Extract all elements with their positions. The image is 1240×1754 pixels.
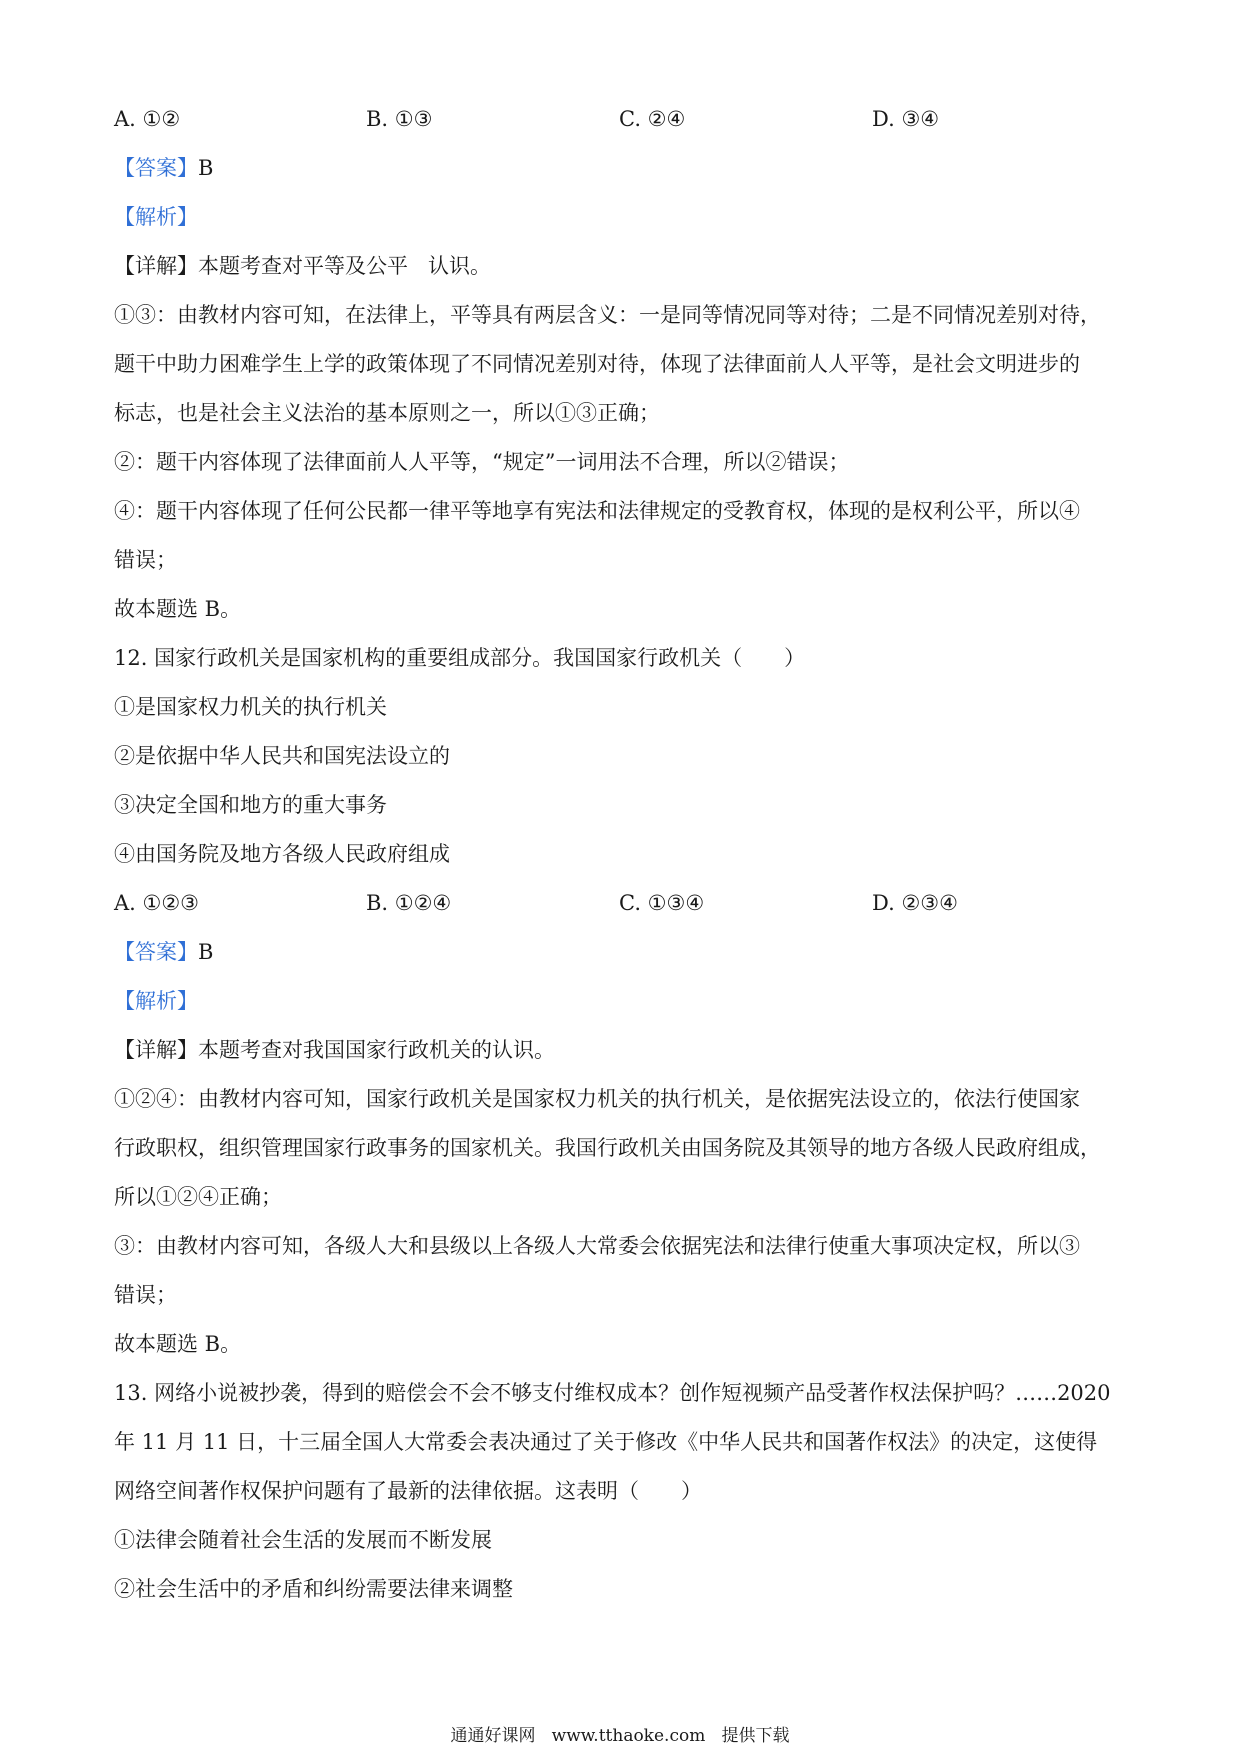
q12-options (114, 888, 1124, 918)
q12-analysis-heading (114, 986, 198, 1016)
q12-stem: 12. 国家行政机关是国家机构的重要组成部分。我国国家行政机关（ ） (114, 646, 806, 670)
page-footer: 通通好课网 www.tthaoke.com 提供下载 (450, 1726, 790, 1746)
q11-analysis-line: 标志，也是社会主义法治的基本原则之一，所以①③正确； (114, 401, 660, 425)
q11-analysis-heading (114, 202, 198, 232)
q13-item: ②社会生活中的矛盾和纠纷需要法律来调整 (114, 1577, 513, 1601)
q11-option-a: A. ①② (114, 107, 181, 131)
q12-analysis-tag: 【解析】 (114, 989, 198, 1013)
q12-analysis-line: 行政职权，组织管理国家行政事务的国家机关。我国行政机关由国务院及其领导的地方各级人民政府组成， (114, 1136, 1101, 1160)
q13-item: ①法律会随着社会生活的发展而不断发展 (114, 1528, 492, 1552)
q11-analysis-line: ①③：由教材内容可知，在法律上，平等具有两层含义：一是同等情况同等对待；二是不同情况差别对待， (114, 303, 1101, 327)
q11-detail (114, 251, 491, 281)
q12-answer-tag: 【答案】 (114, 940, 198, 964)
q12-option-a: A. ①②③ (114, 891, 199, 915)
q11-answer-tag: 【答案】 (114, 156, 198, 180)
q12-analysis-line: 所以①②④正确； (114, 1185, 282, 1209)
q12-item: ④由国务院及地方各级人民政府组成 (114, 842, 450, 866)
q11-analysis-line: ②：题干内容体现了法律面前人人平等，“规定”一词用法不合理，所以②错误； (114, 450, 850, 474)
q11-conclusion: 故本题选 B。 (114, 597, 242, 621)
q12-answer-value: B (198, 940, 214, 964)
q13-stem-line: 年 11 月 11 日，十三届全国人大常委会表决通过了关于修改《中华人民共和国著作权法》的决定，这使得 (114, 1430, 1098, 1454)
q12-detail (114, 1035, 555, 1065)
q11-option-c: C. ②④ (619, 107, 686, 131)
q12-conclusion: 故本题选 B。 (114, 1332, 242, 1356)
q12-analysis-line: ③：由教材内容可知，各级人大和县级以上各级人大常委会依据宪法和法律行使重大事项决定权，所以③ (114, 1234, 1080, 1258)
q11-analysis-line: ④：题干内容体现了任何公民都一律平等地享有宪法和法律规定的受教育权，体现的是权利公平，所以④ (114, 499, 1080, 523)
q11-analysis-line: 错误； (114, 548, 177, 572)
q13-stem-line: 网络空间著作权保护问题有了最新的法律依据。这表明（ ） (114, 1479, 702, 1503)
q12-detail-text: 本题考查对我国国家行政机关的认识。 (198, 1038, 555, 1062)
q12-item: ③决定全国和地方的重大事务 (114, 793, 387, 817)
q12-analysis-line: ①②④：由教材内容可知，国家行政机关是国家权力机关的执行机关，是依据宪法设立的，依法行使国家 (114, 1087, 1080, 1111)
q12-detail-tag: 【详解】 (114, 1038, 198, 1062)
q11-option-b: B. ①③ (366, 107, 433, 131)
q11-analysis-line: 题干中助力困难学生上学的政策体现了不同情况差别对待，体现了法律面前人人平等，是社会文明进步的 (114, 352, 1080, 376)
q12-option-d: D. ②③④ (872, 891, 958, 915)
q12-analysis-line: 错误； (114, 1283, 177, 1307)
q12-item: ②是依据中华人民共和国宪法设立的 (114, 744, 450, 768)
q11-analysis-tag: 【解析】 (114, 205, 198, 229)
q11-answer-value: B (198, 156, 214, 180)
q12-option-c: C. ①③④ (619, 891, 705, 915)
q12-item: ①是国家权力机关的执行机关 (114, 695, 387, 719)
q11-answer (114, 153, 213, 183)
q11-detail-tag: 【详解】 (114, 254, 198, 278)
q13-stem-line: 13. 网络小说被抄袭，得到的赔偿会不会不够支付维权成本？创作短视频产品受著作权法保护吗？……2020 (114, 1381, 1111, 1405)
q11-detail-text: 本题考查对平等及公平 认识。 (198, 254, 492, 278)
q11-options (114, 104, 1124, 134)
q11-option-d: D. ③④ (872, 107, 940, 131)
q12-option-b: B. ①②④ (366, 891, 452, 915)
q12-answer (114, 937, 213, 967)
